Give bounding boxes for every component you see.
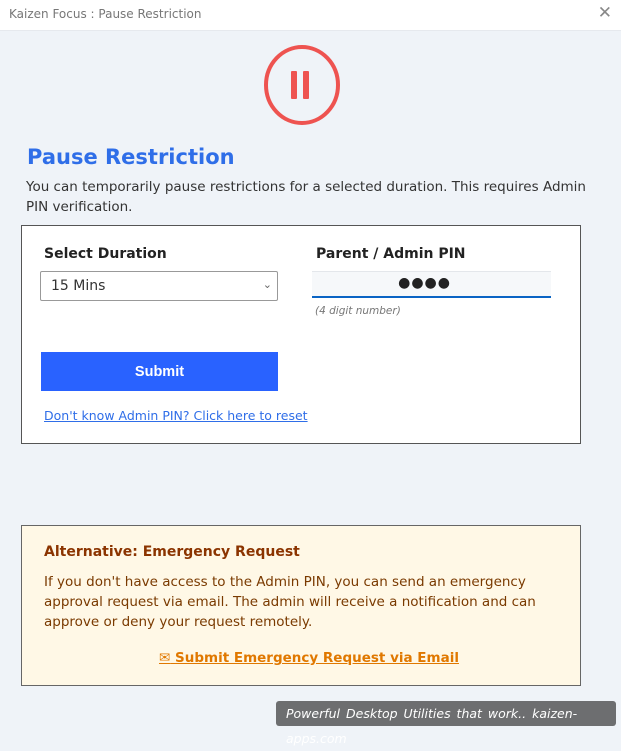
emergency-text: If you don't have access to the Admin PIN, you can send an emergency approval request via email. The admin will receive a notification and can approve or deny your request remotely. [44,574,536,630]
description: You can temporarily pause restrictions for a selected duration. This requires Admin PIN verification. [26,179,586,215]
chevron-down-icon: ⌄ [262,278,272,291]
pin-input[interactable]: ●●●● [312,271,551,298]
pause-icon [262,45,342,125]
duration-select[interactable] [40,271,278,301]
pin-label: Parent / Admin PIN [316,246,466,262]
close-icon[interactable]: ✕ [597,3,612,23]
title-bar [0,0,621,31]
page-title: Pause Restriction [27,145,235,169]
duration-label: Select Duration [44,246,167,262]
footer-banner: Powerful Desktop Utilities that work.. kaizen-apps.com [276,701,616,726]
duration-value: 15 Mins [51,278,106,294]
pin-hint: (4 digit number) [315,305,401,317]
window-title: Kaizen Focus : Pause Restriction [9,7,202,21]
email-icon: ✉ [159,650,171,666]
emergency-title: Alternative: Emergency Request [44,544,300,560]
emergency-request-link[interactable] [159,650,459,666]
submit-button[interactable]: Submit [41,352,278,391]
reset-pin-link[interactable]: Don't know Admin PIN? Click here to reset [44,408,308,423]
emergency-link-label: Submit Emergency Request via Email [175,650,459,666]
